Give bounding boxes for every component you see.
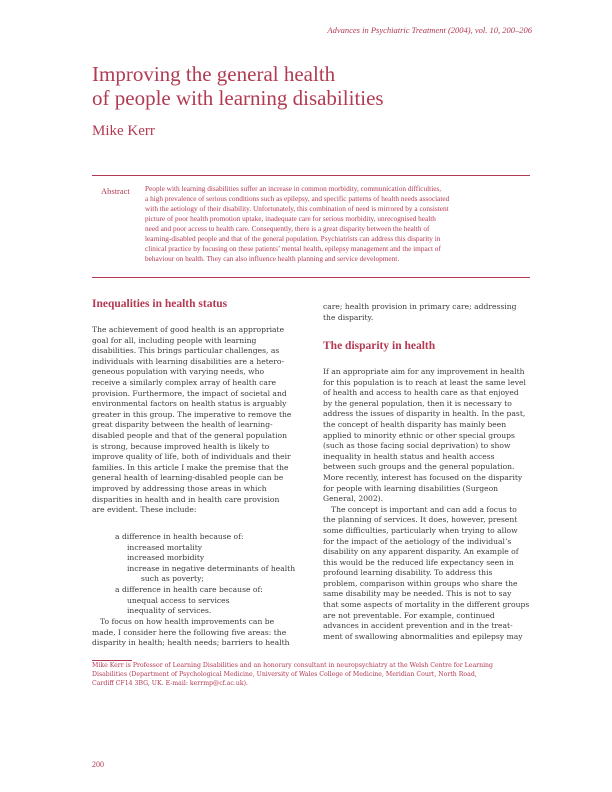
text-line: disabilities. This brings particular challenges, as (92, 346, 280, 356)
text-line: between such groups and the general population. (323, 462, 515, 472)
text-line: are evident. These include: (92, 505, 197, 515)
abstract-line: behaviour on health. They can also influence health planning and service development. (145, 254, 400, 263)
author-name: Mike Kerr (92, 123, 155, 139)
text-line: the concept of health disparity has mainly been (323, 419, 507, 429)
abstract-label: Abstract (101, 186, 130, 196)
text-line: geneous population with varying needs, who (92, 367, 265, 377)
title-line: Improving the general health (92, 62, 336, 86)
text-line: disparity in health; health needs; barriers to health (92, 638, 290, 648)
text-line: (such as those facing social deprivation) to show (323, 441, 511, 451)
sub-list-item: increase in negative determinants of health (127, 564, 305, 575)
sub-list-item: unequal access to services (127, 596, 305, 607)
text-line: same disability may be needed. This is not to say (323, 589, 512, 599)
abstract-line: picture of poor health promotion uptake, inadequate care for serious morbidity, unrecognised health (145, 214, 436, 223)
abstract-line: with the aetiology of their disability. Unfortunately, this combination of need is mirrored by a consistent (145, 204, 449, 213)
abstract-text (145, 184, 525, 264)
text-line: disabled people and that of the general population (92, 430, 287, 440)
text-line: The concept is important and can add a focus to (331, 504, 517, 514)
abstract-line: learning-disabled people and that of the general population. Psychiatrists can address this disparity in (145, 234, 441, 243)
text-line: inequality in health status and health access (323, 451, 495, 461)
right-column-intro (323, 302, 533, 323)
footnote-line: Cardiff CF14 3BG, UK. E-mail: kerrmp@cf.ac.uk). (92, 680, 248, 688)
author-footnote (92, 661, 532, 689)
list-item: a difference in health because of: (115, 532, 305, 543)
text-line: families. In this article I make the premise that the (92, 462, 289, 472)
text-line: for the impact of the aetiology of the individual’s (323, 536, 512, 546)
section-heading-disparity: The disparity in health (323, 340, 436, 352)
text-line: goal for all, including people with learning (92, 335, 257, 345)
title-line: of people with learning disabilities (92, 86, 384, 110)
text-line: general health of learning-disabled people can be (92, 473, 284, 483)
abstract-line: need and poor access to health care. Consequently, there is a great disparity between the health of (145, 224, 430, 233)
abstract-line: People with learning disabilities suffer an increase in common morbidity, communication difficulties, (145, 184, 442, 193)
journal-header: Advances in Psychiatric Treatment (2004), vol. 10, 200–206 (327, 25, 532, 35)
text-line: for this population is to reach at least the same level (323, 377, 526, 387)
text-line: improved by addressing those areas in which (92, 483, 267, 493)
text-line: More recently, interest has focused on the disparity (323, 472, 523, 482)
text-line: environmental factors on health status is arguably (92, 399, 287, 409)
section-heading-inequalities: Inequalities in health status (92, 298, 228, 310)
text-line: improve quality of life, both of individuals and their (92, 452, 291, 462)
footnote-line: Mike Kerr is Professor of Learning Disabilities and an honorary consultant in neuropsychiatry at the Welsh Centre for Learning (92, 662, 494, 669)
text-line: this would be the reduced life expectancy seen in (323, 557, 514, 567)
text-line: advances in accident prevention and in the treat- (323, 621, 513, 631)
article-title (92, 62, 532, 110)
inequalities-paragraph-2 (92, 617, 300, 649)
inequalities-paragraph (92, 325, 300, 516)
text-line: for people with learning disabilities (Surgeon (323, 483, 499, 493)
text-line: care; health provision in primary care; addressing (323, 302, 517, 311)
sub-list-item-continuation: such as poverty; (141, 574, 204, 584)
disparity-paragraph (323, 367, 533, 642)
text-line: the disparity. (323, 312, 374, 322)
abstract-line: a high prevalence of serious conditions such as epilepsy, and specific patterns of health needs associated (145, 194, 450, 203)
text-line: problem, comparison within groups who share the (323, 578, 518, 588)
page-number: 200 (92, 760, 104, 769)
text-line: address the issues of disparity in health. In the past, (323, 409, 526, 419)
text-line: of health and access to health care as that enjoyed (323, 388, 519, 398)
abstract-line: clinical practice by focusing on these patients’ mental health, epilepsy management and the impact of (145, 244, 441, 253)
text-line: by the general population, then it is necessary to (323, 398, 512, 408)
text-line: individuals with learning disabilities are a hetero- (92, 356, 285, 366)
sub-list-item: inequality of services. (127, 606, 305, 617)
text-line: are not preventable. For example, continued (323, 610, 495, 620)
text-line: some difficulties, particularly when trying to allow (323, 525, 518, 535)
text-line: applied to minority ethnic or other special groups (323, 430, 515, 440)
text-line: ment of swallowing abnormalities and epilepsy may (323, 631, 523, 641)
text-line: To focus on how health improvements can be (100, 617, 275, 626)
text-line: disparities in health and in health care provision (92, 494, 280, 504)
sub-list-item: increased mortality (127, 543, 305, 554)
text-line: General, 2002). (323, 494, 384, 504)
list-item: a difference in health care because of: (115, 585, 305, 596)
text-line: that some aspects of mortality in the different groups (323, 600, 530, 610)
text-line: receive a similarly complex array of health care (92, 377, 277, 387)
text-line: the planning of services. It does, however, present (323, 515, 518, 525)
text-line: made, I consider here the following five areas: the (92, 627, 287, 637)
footnote-line: Disabilities (Department of Psychological Medicine, University of Wales College of Medicine, Meridian Court, North Road, (92, 671, 477, 679)
text-line: greater in this group. The imperative to remove the (92, 409, 292, 419)
text-line: If an appropriate aim for any improvement in health (323, 367, 525, 376)
sub-list-item: increased morbidity (127, 553, 305, 564)
text-line: disability on any apparent disparity. An example of (323, 547, 519, 557)
bullet-list (115, 532, 305, 617)
text-line: is strong, because improved health is likely to (92, 441, 270, 451)
text-line: The achievement of good health is an appropriate (92, 325, 285, 334)
text-line: provision. Furthermore, the impact of societal and (92, 388, 287, 398)
text-line: great disparity between the health of learning- (92, 420, 273, 430)
text-line: profound learning disability. To address this (323, 568, 493, 578)
